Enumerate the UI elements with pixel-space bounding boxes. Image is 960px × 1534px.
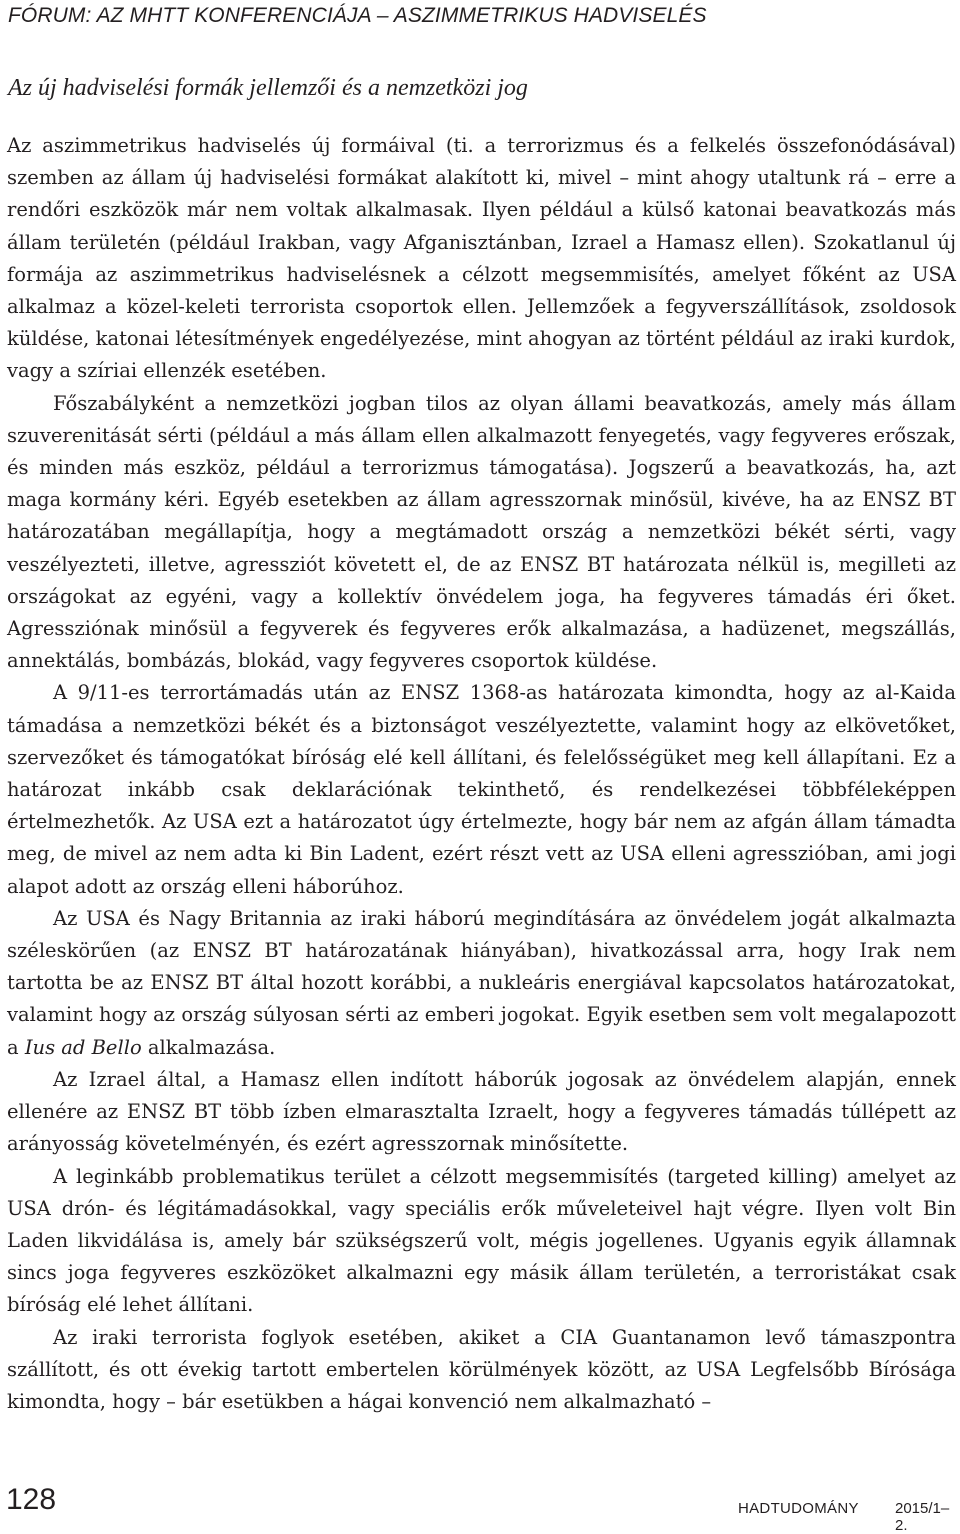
paragraph: Az iraki terrorista foglyok esetében, akiket a CIA Guantanamon levő támaszpontra szállított, és ott évekig tartott embertelen körülmények között, az USA Legfelsőbb Bírósága kimondta, hogy – bár esetükben a hágai konvenció nem alkalmazható – [7, 1325, 956, 1413]
paragraph-text: Az USA és Nagy Britannia az iraki háború megindítására az önvédelem jogát alkalmazta széleskörűen (az ENSZ BT határozatának hiányában), hivatkozással arra, hogy Irak nem tartotta be az ENSZ BT által hozott korábbi, a nukleáris energiával kapcsolatos határozatokat, valamint hogy az ország súlyosan sérti az emberi jogokat. Egyik esetben sem volt megalapozott a [7, 906, 956, 1059]
paragraph: A leginkább problematikus terület a célzott megsemmisítés (targeted killing) amelyet az USA drón- és légitámadásokkal, vagy speciális erők műveleteivel hajt végre. Ilyen volt Bin Laden likvidálása is, amely bár szükségszerű volt, mégis jogellenes. Ugyanis egyik államnak sincs joga fegyveres eszközöket alkalmazni egy másik állam területén, a terroristákat csak bíróság elé lehet állítani. [7, 1164, 956, 1317]
paragraph [7, 903, 956, 1064]
running-header: FÓRUM: AZ MHTT KONFERENCIÁJA – ASZIMMETRIKUS HADVISELÉS [8, 4, 707, 27]
page-number: 128 [6, 1483, 57, 1516]
paragraph: Az aszimmetrikus hadviselés új formáival (ti. a terrorizmus és a felkelés összefonódásával) szemben az állam új hadviselési formákat alakított ki, mivel – mint ahogy utaltunk rá – erre a rendőri eszközök már nem voltak alkalmasak. Ilyen például a külső katonai beavatkozás más állam területén (például Irakban, vagy Afganisztánban, Izrael a Hamasz ellen). Szokatlanul új formája az aszimmetrikus hadviselésnek a célzott megsemmisítés, amelyet főként az USA alkalmaz a közel-keleti terrorista csoportok ellen. Jellemzőek a fegyverszállítások, zsoldosok küldése, katonai létesítmények engedélyezése, mint ahogyan az történt például az iraki kurdok, vagy a szíriai ellenzék esetében. [7, 134, 956, 383]
paragraph-text: alkalmazása. [141, 1035, 276, 1059]
section-heading: Az új hadviselési formák jellemzői és a nemzetközi jog [8, 75, 528, 101]
issue-number: 2015/1–2. [895, 1500, 950, 1534]
paragraph: Az Izrael által, a Hamasz ellen indított háborúk jogosak az önvédelem alapján, ennek ellenére az ENSZ BT több ízben elmarasztalta Izraelt, hogy a fegyveres támadás túllépett az arányosság követelményén, és ezért agresszornak minősítette. [7, 1067, 956, 1156]
paragraph: A 9/11-es terrortámadás után az ENSZ 1368-as határozata kimondta, hogy az al-Kaida támadása a nemzetközi békét és a biztonságot veszélyeztette, valamint hogy az elkövetőket, szervezőket és támogatókat bíróság elé kell állítani, és felelősségüket meg kell állapítani. Ez a határozat inkább csak deklarációnak tekinthető, és rendelkezései többféleképpen értelmezhetők. Az USA ezt a határozatot úgy értelmezte, hogy bár nem az afgán állam támadta meg, de mivel az nem adta ki Bin Ladent, ezért részt vett az USA elleni agresszióban, ami jogi alapot adott az ország elleni háborúhoz. [7, 681, 956, 898]
body-text [7, 130, 956, 1418]
journal-name: HADTUDOMÁNY [738, 1500, 859, 1517]
paragraph: Főszabályként a nemzetközi jogban tilos az olyan állami beavatkozás, amely más állam szuverenitását sérti (például a más állam ellen alkalmazott fenyegetés, vagy fegyveres erőszak, és minden más eszköz, például a terrorizmus támogatása). Jogszerű a beavatkozás, ha, azt maga kormány kéri. Egyéb esetekben az állam agresszornak minősül, kivéve, ha az ENSZ BT határozatában megállapítja, hogy a megtámadott ország a nemzetközi békét sérti, vagy veszélyezteti, illetve, agressziót követett el, de az ENSZ BT határozata nélkül is, megilleti az országokat az egyéni, vagy a kollektív önvédelem joga, ha fegyveres támadás éri őket. Agressziónak minősül a fegyverek és fegyveres erők alkalmazása, a hadüzenet, megszállás, annektálás, bombázás, blokád, vagy fegyveres csoportok küldése. [7, 391, 956, 673]
latin-term: Ius ad Bello [24, 1035, 142, 1059]
